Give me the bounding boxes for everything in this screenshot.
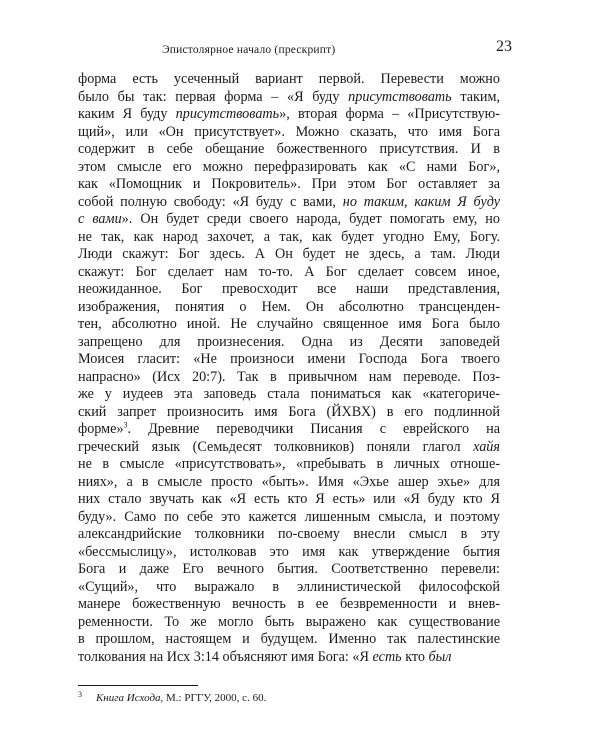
text-line <box>78 141 500 159</box>
text-segment: толкования на Исх 3:14 объясняют имя Бога: «Я <box>78 648 373 665</box>
text-segment: ский запрет произносить имя Бога (ЙХВХ) в его подлинной <box>78 403 500 420</box>
text-segment: содержит в себе обещание божественного присутствия. И в <box>78 141 500 157</box>
text-segment: неожиданное. Бог превосходит все наши представления, <box>78 281 500 297</box>
text-line <box>78 579 500 597</box>
footnote-reference: 3 <box>123 420 128 430</box>
italic-text: присутствовать <box>175 106 280 122</box>
text-segment: греческий язык (Семьдесят толковников) поняли глагол <box>78 438 474 455</box>
text-segment: . Древние переводчики Писания с еврейского на <box>127 421 500 437</box>
text-line <box>78 194 500 212</box>
text-line <box>78 264 500 282</box>
text-segment: запрещено для произнесения. Одна из Десяти заповедей <box>78 333 500 350</box>
italic-text: есть <box>372 648 402 665</box>
text-line <box>78 351 500 369</box>
text-segment: форма есть усеченный вариант первой. Перевести можно <box>78 71 500 87</box>
footnote-divider <box>78 685 198 686</box>
text-line <box>78 509 500 527</box>
text-line <box>78 211 500 229</box>
text-line <box>78 334 500 352</box>
text-line <box>78 421 500 439</box>
text-segment: тен, абсолютно иной. Не случайно священное имя Бога было <box>78 316 500 332</box>
text-line <box>78 631 500 649</box>
text-segment: таким, <box>451 88 501 105</box>
text-line <box>78 456 500 474</box>
text-segment: каким Я буду <box>78 106 176 122</box>
text-segment: «бессмыслицу», истолковав это имя как утверждение бытия <box>78 543 500 560</box>
text-line <box>78 316 500 334</box>
text-line <box>78 404 500 422</box>
footnote-marker: 3 <box>78 690 82 699</box>
text-segment: », вторая форма – «Присутствую- <box>279 106 500 122</box>
italic-text: с вами <box>78 211 122 227</box>
text-segment: манере божественную вечность в ее безвременности и внев- <box>78 596 500 612</box>
text-segment: форме» <box>78 421 124 437</box>
text-segment: кто <box>401 648 429 665</box>
text-line <box>78 491 500 509</box>
text-segment: скажут: Бог сделает нам то-то. А Бог сделает совсем иное, <box>78 263 500 280</box>
text-line <box>78 71 500 89</box>
text-segment: щий», или «Он присутствует». Можно сказать, что имя Бога <box>78 123 500 140</box>
footnote-source-title: Книга Исхода <box>96 692 161 704</box>
text-line <box>78 89 500 107</box>
text-segment: Люди скажут: Бог здесь. А Он будет не здесь, а там. Люди <box>78 246 500 262</box>
text-segment: этом смысле его можно перефразировать как «С нами Бог», <box>78 158 500 175</box>
text-line <box>78 649 500 667</box>
text-segment: ременности. То же могло быть выражено как существование <box>78 613 500 630</box>
text-segment: ниях», а в смысле просто «быть». Имя «Эхье ашер эхье» для <box>78 473 500 490</box>
text-segment: в прошлом, настоящем и будущем. Именно так палестинские <box>78 631 500 647</box>
running-title: Эпистолярное начало (прескрипт) <box>162 44 336 56</box>
text-line <box>78 544 500 562</box>
text-segment: «Сущий», что выражало в эллинистической философской <box>78 578 500 595</box>
italic-text: но таким, каким Я буду <box>342 193 501 210</box>
text-line <box>78 439 500 457</box>
text-line <box>78 474 500 492</box>
text-line <box>78 299 500 317</box>
text-line <box>78 369 500 387</box>
page-number: 23 <box>496 38 512 55</box>
text-line <box>78 281 500 299</box>
footnote-details: , М.: РГГУ, 2000, с. 60. <box>160 692 267 704</box>
italic-text: присутствовать <box>348 88 452 105</box>
text-line <box>78 596 500 614</box>
main-text <box>78 71 500 666</box>
text-segment: Моисея гласит: «Не произноси имени Господа Бога твоего <box>78 351 500 367</box>
text-segment: не в смысле «присутствовать», «пребывать в личных отноше- <box>78 456 500 472</box>
text-segment: александрийские толковники по-своему внесли смысл в эту <box>78 526 500 542</box>
text-segment: буду». Само по себе это кажется лишенным смысла, и поэтому <box>78 508 500 525</box>
text-segment: же у иудеев эта заповедь стала пониматься как «категориче- <box>78 386 500 402</box>
text-segment: собой полную свободу: «Я буду с вами, <box>78 193 343 210</box>
text-segment: изображения, понятия о Нем. Он абсолютно трансценден- <box>78 298 500 315</box>
text-line <box>78 386 500 404</box>
italic-text: был <box>428 648 452 665</box>
text-line <box>78 124 500 142</box>
text-segment: как «Помощник и Покровитель». При этом Бог оставляет за <box>78 176 500 192</box>
text-segment: Бога и даже Его вечного бытия. Соответственно перевели: <box>78 561 500 577</box>
text-line <box>78 229 500 247</box>
text-segment: напрасно» (Исх 20:7). Так в привычном нам переводе. Поз- <box>78 368 500 385</box>
text-segment: было бы так: первая форма – «Я буду <box>78 88 349 105</box>
text-line <box>78 176 500 194</box>
text-line <box>78 614 500 632</box>
text-line <box>78 526 500 544</box>
footnote <box>78 692 266 704</box>
text-segment: не так, как народ захочет, а так, как будет угодно Ему, Богу. <box>78 228 500 245</box>
text-line <box>78 159 500 177</box>
italic-text: хайя <box>473 438 500 455</box>
text-line <box>78 561 500 579</box>
text-line <box>78 246 500 264</box>
text-segment: них стало звучать как «Я есть кто Я есть» или «Я буду кто Я <box>78 491 500 507</box>
text-segment: ». Он будет среди своего народа, будет помогать ему, но <box>121 211 500 227</box>
text-line <box>78 106 500 124</box>
